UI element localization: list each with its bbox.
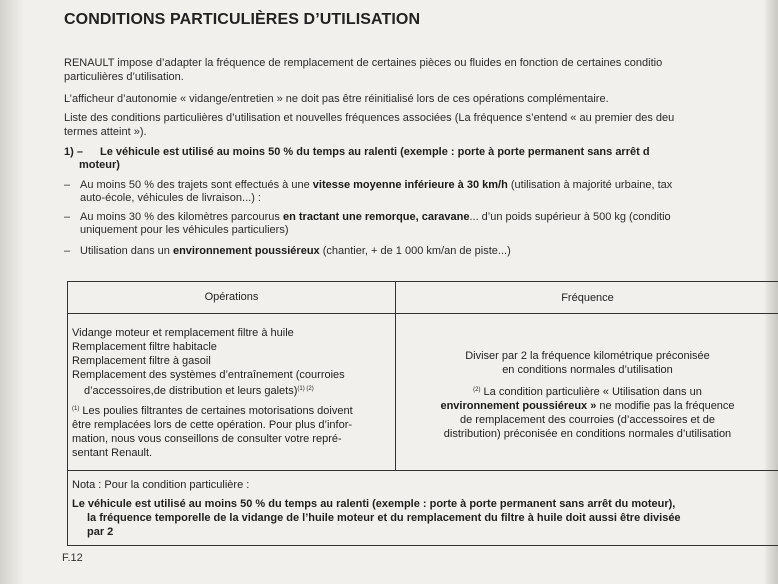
table-header-rule <box>68 313 778 314</box>
page-number: F.12 <box>62 552 83 564</box>
footnote-1: $^{(1)}$ Les poulies filtrantes de certaines motorisations doivent être remplacées lors de cette opération. Pour plus d’infor- mation, nous vous conseillons de consulter votre repré- sentant Renault. <box>72 405 353 459</box>
page-binding-edge <box>0 0 24 584</box>
bullet-item: – Utilisation dans un environnement poussiéreux (chantier, + de 1 000 km/an de piste...) <box>64 245 511 257</box>
note-text: Le véhicule est utilisé au moins 50 % du temps au ralenti (exemple : porte à porte permanent sans arrêt du moteur), la fréquence temporelle de la vidange de l’huile moteur et du remplacement du filtre à huile doit aussi être divisée par 2 <box>72 498 681 538</box>
table-header-frequency: Fréquence <box>561 292 614 304</box>
intro-paragraph-1: RENAULT impose d’adapter la fréquence de remplacement de certaines pièces ou fluides en fonction de certaines conditio particulières d’utilisation. <box>64 57 663 83</box>
condition-number: 1) – <box>64 146 83 158</box>
footnote-2: $^{(2)}$ La condition particulière « Utilisation dans un environnement poussiéreux » ne modifie pas la fréquence de remplacement des courroies (d’accessoires et de distribution) préconisée en conditions normales d’utilisation <box>440 386 735 440</box>
operations-cell: Vidange moteur et remplacement filtre à huile Remplacement filtre habitacle Remplacement filtre à gasoil Remplacement des systèmes d’entraînement (courroies d’accessoires,de distribution et leurs galets)$^{(1) (2)}$ <box>72 327 345 397</box>
table-header-operations: Opérations <box>204 291 259 303</box>
note-label: Nota : Pour la condition particulière : <box>72 479 250 491</box>
note-box <box>67 470 778 546</box>
condition-heading: 1) – Le véhicule est utilisé au moins 50 % du temps au ralenti (exemple : porte à porte permanent sans arrêt d moteur) <box>64 146 650 171</box>
frequency-cell: Diviser par 2 la fréquence kilométrique préconisée en conditions normales d’utilisation <box>465 350 710 376</box>
bullet-item: – Au moins 30 % des kilomètres parcourus en tractant une remorque, caravane... d’un poids supérieur à 500 kg (conditio uniquement pour les véhicules particuliers) <box>64 211 671 236</box>
footnote-ref: (1) (2) <box>297 386 314 392</box>
page-title: CONDITIONS PARTICULIÈRES D’UTILISATION <box>64 11 421 28</box>
intro-paragraph-3: Liste des conditions particulières d’utilisation et nouvelles fréquences associées (La fréquence s’entend « au premier des deu termes atteint »). <box>64 112 675 138</box>
operations-table <box>67 281 778 471</box>
intro-paragraph-2: L’afficheur d’autonomie « vidange/entretien » ne doit pas être réinitialisé lors de ces opérations complémentaire. <box>64 93 609 105</box>
bullet-item: – Au moins 50 % des trajets sont effectués à une vitesse moyenne inférieure à 30 km/h (utilisation à majorité urbaine, tax auto-école, véhicules de livraison...) : <box>64 179 673 204</box>
